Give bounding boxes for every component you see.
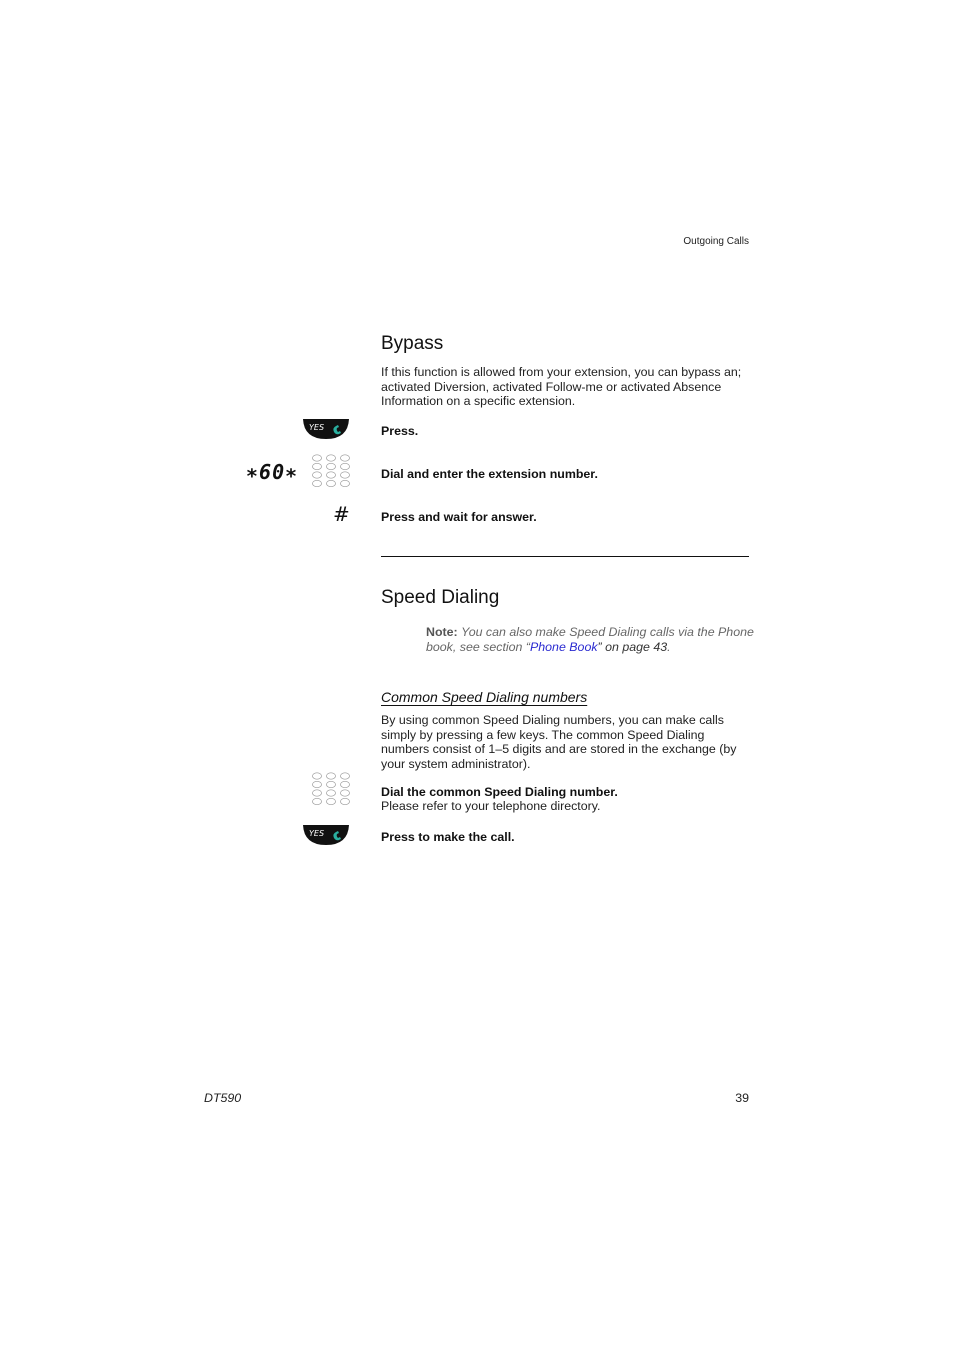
feature-code-star60star: ∗60∗: [246, 460, 299, 484]
section-title-speed-dialing: Speed Dialing: [381, 587, 500, 608]
body-line: By using common Speed Dialing numbers, you can make calls: [381, 713, 724, 727]
bypass-step-wait: Press and wait for answer.: [381, 510, 537, 524]
bypass-intro-line: Information on a specific extension.: [381, 394, 576, 409]
keypad-key: [341, 781, 350, 787]
speed-step-press: Press to make the call.: [381, 830, 515, 844]
keypad-key: [313, 790, 322, 796]
bypass-intro: [381, 365, 761, 409]
keypad-key: [327, 472, 336, 478]
keypad-key: [341, 463, 350, 469]
note-label: Note:: [426, 625, 458, 639]
yes-key-label: YES: [309, 423, 325, 432]
note-box: [426, 625, 756, 655]
keypad-key: [341, 472, 350, 478]
note-page-ref: ” on page 43: [597, 640, 668, 654]
speed-step-dial-detail: Please refer to your telephone directory.: [381, 799, 601, 813]
bypass-intro-line: activated Diversion, activated Follow-me or activated Absence: [381, 379, 722, 394]
keypad-key: [341, 773, 350, 779]
keypad-key: [327, 781, 336, 787]
phone-book-link[interactable]: Phone Book: [530, 640, 598, 654]
footer-model: DT590: [204, 1091, 242, 1105]
note-text: You can also make Speed Dialing calls via the Phone: [461, 625, 754, 639]
speed-step-dial: [381, 785, 618, 814]
body-line: your system administrator).: [381, 756, 531, 771]
keypad-key: [313, 463, 322, 469]
hash-key-icon: #: [333, 502, 350, 526]
section-title-bypass: Bypass: [381, 333, 444, 354]
keypad-key: [327, 790, 336, 796]
keypad-key: [313, 773, 322, 779]
note-end: .: [667, 640, 671, 654]
note-text: book, see section “: [426, 640, 531, 654]
bypass-intro-line: If this function is allowed from your extension, you can bypass an;: [381, 365, 742, 379]
yes-key-icon: [302, 824, 350, 846]
note-line: [426, 625, 756, 640]
keypad-key: [313, 455, 322, 461]
keypad-key: [341, 798, 350, 804]
running-head: Outgoing Calls: [683, 236, 749, 247]
speed-dialing-body: [381, 713, 761, 771]
keypad-icon: [311, 772, 351, 806]
subheading-common-speed-dialing: Common Speed Dialing numbers: [381, 689, 588, 705]
body-line: simply by pressing a few keys. The common Speed Dialing: [381, 727, 705, 742]
keypad-key: [341, 790, 350, 796]
note-line: [426, 640, 756, 655]
keypad-key: [313, 781, 322, 787]
yes-key-label: YES: [309, 829, 325, 838]
keypad-key: [327, 463, 336, 469]
body-line: numbers consist of 1–5 digits and are stored in the exchange (by: [381, 742, 737, 757]
keypad-key: [327, 798, 336, 804]
keypad-key: [313, 798, 322, 804]
keypad-key: [327, 455, 336, 461]
section-divider: [381, 556, 749, 557]
keypad-key: [341, 480, 350, 486]
yes-key-icon: [302, 418, 350, 440]
bypass-step-dial: Dial and enter the extension number.: [381, 467, 598, 481]
page-number: 39: [735, 1091, 749, 1105]
keypad-key: [327, 773, 336, 779]
keypad-key: [327, 480, 336, 486]
bypass-step-press: Press.: [381, 424, 419, 438]
keypad-key: [313, 480, 322, 486]
keypad-icon: [311, 454, 351, 488]
speed-step-dial-text: Dial the common Speed Dialing number.: [381, 785, 618, 799]
keypad-key: [313, 472, 322, 478]
keypad-key: [341, 455, 350, 461]
